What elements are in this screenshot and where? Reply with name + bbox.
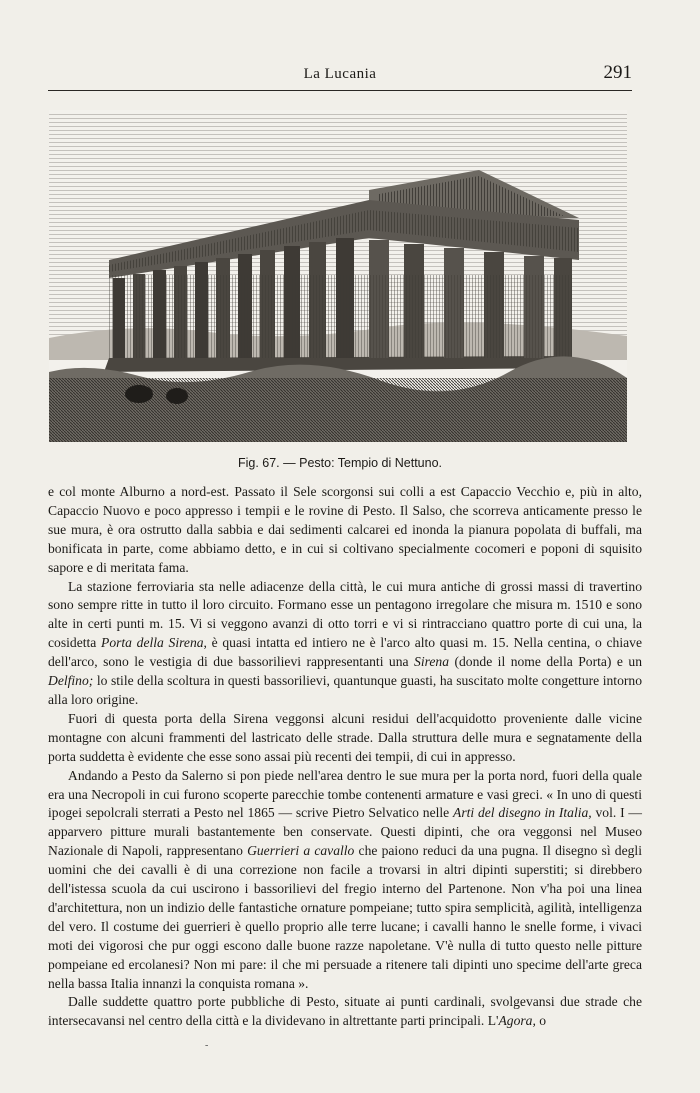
text-run: o bbox=[535, 1013, 547, 1029]
figure-caption: Fig. 67. — Pesto: Tempio di Nettuno. bbox=[237, 456, 443, 470]
italic-text: Sirena bbox=[414, 654, 450, 670]
italic-text: Guerrieri a cavallo bbox=[247, 843, 355, 859]
italic-text: Arti del disegno in Italia, bbox=[453, 805, 592, 821]
paragraph bbox=[48, 710, 642, 767]
temple-engraving bbox=[49, 110, 627, 442]
body-text bbox=[48, 483, 642, 1031]
text-run: vol. I — apparvero pitture murali bastantemente ben conservate. Questi dipinti, che ora veggonsi nel Museo Nazionale di Napoli, rappresentano bbox=[48, 805, 643, 859]
paragraph bbox=[48, 993, 642, 1031]
paragraph bbox=[48, 767, 642, 994]
text-run: (donde il nome della Porta) e un bbox=[449, 654, 642, 670]
text-run: Dalle suddette quattro porte pubbliche di Pesto, situate ai punti cardinali, svolgevansi due strade che intersecavansi nel centro della città e la dividevano in altrettante parti principali. L' bbox=[48, 994, 642, 1029]
page-mark: - bbox=[205, 1040, 209, 1051]
italic-text: Delfino; bbox=[48, 673, 94, 689]
text-run: e col monte Alburno a nord-est. Passato il Sele scorgonsi sui colli a est Capaccio Vecchio e, più in alto, Capaccio Nuovo e poco appresso i tempii e le rovine di Pesto. Il Salso, che scorreva anticamente presso le sue mura, è ora ostrutto dalla sabbia e dai sedimenti calcarei ed inonda la pianura popolata di buffali, ma bonificata in parte, come abbiamo detto, e in cui si coltivano specialmente cocomeri e poponi di squisito sapore e di meritata fama. bbox=[48, 484, 642, 575]
text-run: lo stile della scoltura in questi bassorilievi, quantunque guasti, ha suscitato molte congetture intorno alla loro origine. bbox=[48, 673, 642, 707]
italic-text: Agora, bbox=[498, 1013, 536, 1029]
text-run: che paiono reduci da una pugna. Il disegno sì degli uomini che dei cavalli è di una correzione non facile a trovarsi in altri dipinti superstiti; si direbbero dell'istessa scuola da cui uscirono i bassorilievi del fregio interno del Partenone. Non v'ha poi una linea d'architettura, non un indizio delle fantastiche ornature pompeiane; tutto spira semplicità, agilità, intelligenza del vero. Il costume dei guerrieri è quello proprio alle terre lucane; i cavalli hanno le snelle forme, i vivaci moti dei vigorosi che pur oggi escono dalle buone razze napoletane. V'è nulla di tutto questo nelle pitture pompeiane ed ercolanesi? Non mi pare: il che mi persuade a ritenere tali dipinti uno specime dell'arte greca nella bassa Italia innanzi la conquista romana ». bbox=[48, 843, 642, 991]
page-number: 291 bbox=[603, 62, 632, 83]
text-run: La stazione ferroviaria sta nelle adiacenze della città, le cui mura antiche di grossi massi di travertino sono sempre ritte in tutto il loro circuito. Formano esse un pentagono irregolare che misura m. 1510 e sono alte in certi punti m. 15. Vi si veggono avanzi di otto torri e vi si rintracciano quattro porte di cui una, la cosidetta bbox=[48, 578, 642, 651]
header-rule bbox=[48, 90, 632, 91]
paragraph bbox=[48, 578, 642, 710]
text-run: Fuori di questa porta della Sirena veggonsi alcuni residui dell'acquidotto proveniente dalle vicine montagne con alcuni frammenti del lastricato delle strade. Dalla struttura delle mura e segnatamente della porta suddetta è evidente che esse sono assai più recenti dei tempii, di cui in appresso. bbox=[48, 710, 642, 764]
page-header bbox=[48, 60, 632, 88]
running-title: La Lucania bbox=[303, 66, 377, 82]
text-run: Andando a Pesto da Salerno si pon piede nell'area dentro le sue mura per la porta nord, fuori della quale era una Necropoli in cui furono scoperte parecchie tombe contenenti armature e vasi greci. « In uno di questi ipogei sepolcrali sterrati a Pesto nel 1865 — scrive Pietro Selvatico nelle bbox=[48, 767, 642, 821]
text-run: , è quasi intatta ed intiero ne è l'arco alto quasi m. 15. Nella centina, o chiave dell'arco, sono le vestigia di due bassorilievi rappresentanti una bbox=[48, 635, 642, 670]
paragraph bbox=[48, 483, 642, 578]
italic-text: Porta della Sirena bbox=[101, 635, 204, 651]
